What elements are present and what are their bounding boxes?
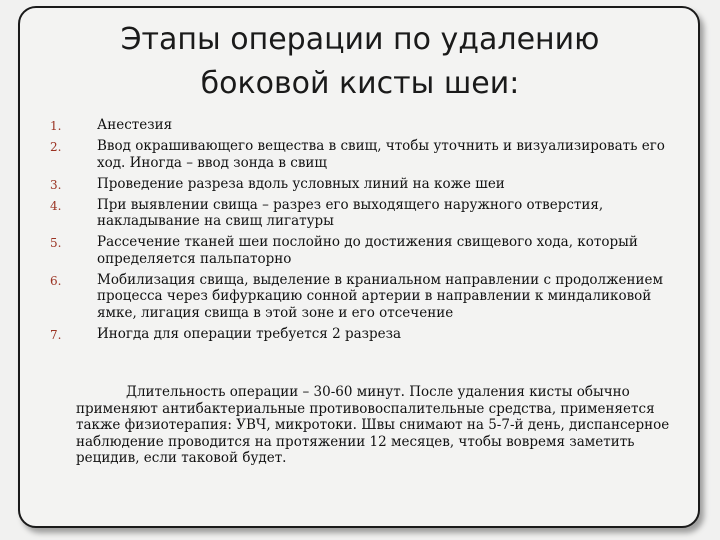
list-item-number: 3. bbox=[50, 177, 62, 192]
list-item-text: Иногда для операции требуется 2 разреза bbox=[97, 325, 402, 342]
list-item-number: 5. bbox=[50, 236, 62, 250]
slide-title: Этапы операции по удалению боковой кисты шеи: bbox=[120, 22, 600, 101]
list-item-number: 7. bbox=[50, 327, 62, 342]
list-item bbox=[50, 176, 680, 193]
list-item-text: Проведение разреза вдоль условных линий на коже шеи bbox=[97, 175, 505, 192]
list-item bbox=[50, 117, 680, 134]
list-item-number: 1. bbox=[50, 119, 62, 133]
list-item-text: При выявлении свища – разрез его выходящего наружного отверстия, накладывание на свищ лигатуры bbox=[97, 196, 604, 229]
list-item-text: Мобилизация свища, выделение в краниальном направлении с продолжением процесса через бифуркацию сонной артерии в направлении к миндаликовой ямке, лигация свища в этой зоне и его отсечение bbox=[97, 271, 663, 321]
list-item-number: 2. bbox=[50, 140, 62, 154]
list-item-number: 4. bbox=[50, 198, 62, 213]
list-item-number: 6. bbox=[50, 273, 62, 288]
summary-paragraph: Длительность операции – 30-60 минут. После удаления кисты обычно применяют антибактериальные противовоспалительные средства, применяется также физиотерапия: УВЧ, микротоки. Швы снимают на 5-7-й день, диспансерное наблюдение проводится на протяжении 12 месяцев, чтобы вовремя заметить рецидив, если таковой будет. bbox=[76, 384, 670, 466]
list-item bbox=[50, 326, 680, 343]
list-item bbox=[50, 197, 680, 230]
list-item bbox=[50, 234, 680, 267]
list-item-text: Анестезия bbox=[97, 117, 173, 133]
list-item bbox=[50, 138, 680, 171]
list-item bbox=[50, 272, 680, 322]
steps-list bbox=[50, 117, 680, 347]
list-item-text: Рассечение тканей шеи послойно до достижения свищевого хода, который определяется пальпаторно bbox=[97, 234, 638, 267]
list-item-text: Ввод окрашивающего вещества в свищ, чтобы уточнить и визуализировать его ход. Иногда – ввод зонда в свищ bbox=[97, 138, 665, 171]
